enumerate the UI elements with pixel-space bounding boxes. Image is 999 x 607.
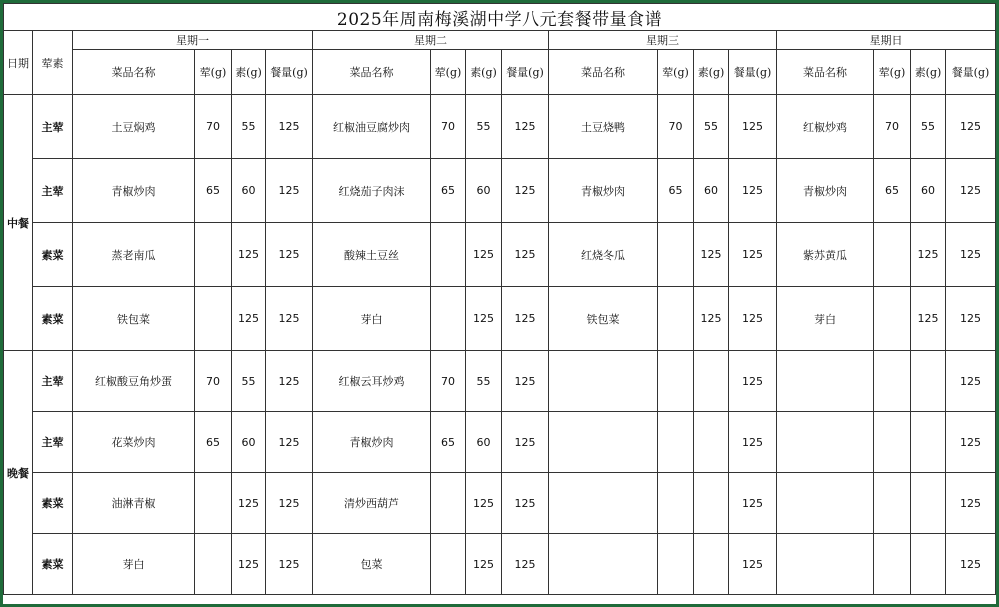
portion-g-header: 餐量(g): [946, 50, 996, 95]
dish-name: 青椒炒肉: [777, 159, 874, 223]
portion-grams: 125: [729, 287, 777, 351]
veg-grams: [694, 534, 729, 595]
meat-grams: 70: [431, 95, 466, 159]
meat-grams: [195, 473, 232, 534]
meat-grams: [195, 534, 232, 595]
veg-grams: 125: [911, 287, 946, 351]
portion-grams: 125: [946, 534, 996, 595]
dish-name: 青椒炒肉: [73, 159, 195, 223]
portion-grams: 125: [502, 159, 549, 223]
meat-veg-type: 素菜: [33, 287, 73, 351]
veg-grams: 125: [232, 534, 266, 595]
meat-veg-type: 素菜: [33, 473, 73, 534]
menu-row: [4, 287, 996, 351]
dish-name: 酸辣土豆丝: [313, 223, 431, 287]
veg-g-header: 素(g): [232, 50, 266, 95]
meat-veg-type: 素菜: [33, 534, 73, 595]
veg-grams: 125: [911, 223, 946, 287]
dish-name: 清炒西葫芦: [313, 473, 431, 534]
meat-grams: [431, 473, 466, 534]
veg-grams: 125: [694, 287, 729, 351]
meat-veg-type: 主荤: [33, 95, 73, 159]
portion-grams: 125: [502, 412, 549, 473]
dish-name: [549, 351, 658, 412]
dish-name: 铁包菜: [549, 287, 658, 351]
day-header-row: [4, 31, 996, 50]
meat-grams: 65: [195, 159, 232, 223]
veg-grams: [694, 473, 729, 534]
meat-grams: [874, 287, 911, 351]
meat-grams: [431, 223, 466, 287]
portion-grams: 125: [266, 412, 313, 473]
menu-body: [4, 4, 996, 595]
veg-grams: [694, 351, 729, 412]
meat-grams: [658, 534, 694, 595]
meat-grams: 65: [874, 159, 911, 223]
veg-grams: 125: [466, 473, 502, 534]
portion-grams: 125: [729, 223, 777, 287]
dish-name: 青椒炒肉: [549, 159, 658, 223]
dish-name: 红椒炒鸡: [777, 95, 874, 159]
dish-name: [777, 412, 874, 473]
meat-grams: [658, 287, 694, 351]
veg-grams: 125: [466, 287, 502, 351]
meat-g-header: 荤(g): [874, 50, 911, 95]
portion-grams: 125: [266, 534, 313, 595]
meat-grams: 70: [431, 351, 466, 412]
veg-grams: 55: [694, 95, 729, 159]
day-header-mon: 星期一: [73, 31, 313, 50]
meat-grams: 65: [431, 159, 466, 223]
portion-grams: 125: [502, 95, 549, 159]
portion-grams: 125: [266, 159, 313, 223]
portion-grams: 125: [729, 473, 777, 534]
meat-grams: [431, 287, 466, 351]
dish-name: [777, 534, 874, 595]
dish-name: [549, 412, 658, 473]
meat-grams: [658, 351, 694, 412]
meat-g-header: 荤(g): [195, 50, 232, 95]
portion-grams: 125: [266, 287, 313, 351]
meat-grams: [874, 223, 911, 287]
portion-grams: 125: [502, 473, 549, 534]
portion-grams: 125: [946, 159, 996, 223]
veg-grams: 60: [232, 159, 266, 223]
veg-grams: 60: [466, 159, 502, 223]
day-header-wed: 星期三: [549, 31, 777, 50]
date-header: 日期: [4, 31, 33, 95]
dish-name: 土豆焖鸡: [73, 95, 195, 159]
portion-grams: 125: [946, 412, 996, 473]
veg-grams: [911, 412, 946, 473]
veg-g-header: 素(g): [466, 50, 502, 95]
portion-grams: 125: [502, 287, 549, 351]
portion-grams: 125: [946, 223, 996, 287]
meat-grams: 70: [658, 95, 694, 159]
portion-grams: 125: [946, 287, 996, 351]
portion-g-header: 餐量(g): [502, 50, 549, 95]
veg-grams: [694, 412, 729, 473]
meat-grams: 70: [195, 95, 232, 159]
meat-grams: [874, 473, 911, 534]
meat-grams: [874, 412, 911, 473]
dish-name: 红烧茄子肉沫: [313, 159, 431, 223]
portion-grams: 125: [729, 159, 777, 223]
meat-grams: [874, 351, 911, 412]
dish-name: 紫苏黄瓜: [777, 223, 874, 287]
dish-name: [777, 351, 874, 412]
dish-name: [549, 534, 658, 595]
portion-g-header: 餐量(g): [266, 50, 313, 95]
portion-grams: 125: [502, 223, 549, 287]
meal-label: 中餐: [4, 95, 33, 351]
portion-grams: 125: [266, 95, 313, 159]
dish-name: 红椒云耳炒鸡: [313, 351, 431, 412]
meat-veg-type: 主荤: [33, 159, 73, 223]
dish-name-header: 菜品名称: [313, 50, 431, 95]
menu-row: [4, 473, 996, 534]
veg-grams: 125: [694, 223, 729, 287]
veg-grams: 60: [911, 159, 946, 223]
portion-grams: 125: [946, 351, 996, 412]
veg-grams: 55: [466, 95, 502, 159]
meat-g-header: 荤(g): [431, 50, 466, 95]
meat-grams: 65: [658, 159, 694, 223]
menu-row: [4, 223, 996, 287]
portion-grams: 125: [502, 534, 549, 595]
dish-name: 土豆烧鸭: [549, 95, 658, 159]
menu-table: [3, 3, 996, 595]
meat-grams: 70: [195, 351, 232, 412]
dish-name: 青椒炒肉: [313, 412, 431, 473]
meat-veg-type: 主荤: [33, 351, 73, 412]
veg-grams: 55: [466, 351, 502, 412]
veg-grams: 55: [232, 351, 266, 412]
dish-name: 芽白: [313, 287, 431, 351]
veg-g-header: 素(g): [694, 50, 729, 95]
dish-name: [777, 473, 874, 534]
meat-grams: [658, 223, 694, 287]
meat-grams: 65: [195, 412, 232, 473]
meat-grams: [195, 287, 232, 351]
veg-grams: 60: [466, 412, 502, 473]
veg-grams: 125: [466, 534, 502, 595]
meat-grams: [874, 534, 911, 595]
menu-row: [4, 534, 996, 595]
portion-grams: 125: [729, 412, 777, 473]
meat-veg-type: 素菜: [33, 223, 73, 287]
dish-name: 花菜炒肉: [73, 412, 195, 473]
dish-name: 芽白: [73, 534, 195, 595]
menu-row: [4, 351, 996, 412]
veg-grams: [911, 351, 946, 412]
dish-name-header: 菜品名称: [549, 50, 658, 95]
day-header-tue: 星期二: [313, 31, 549, 50]
portion-grams: 125: [729, 351, 777, 412]
portion-grams: 125: [266, 351, 313, 412]
meat-g-header: 荤(g): [658, 50, 694, 95]
dish-name: 红椒油豆腐炒肉: [313, 95, 431, 159]
dish-name: 铁包菜: [73, 287, 195, 351]
meat-grams: [658, 412, 694, 473]
meat-grams: 65: [431, 412, 466, 473]
dish-name: 红椒酸豆角炒蛋: [73, 351, 195, 412]
menu-row: [4, 412, 996, 473]
portion-grams: 125: [266, 473, 313, 534]
veg-grams: [911, 473, 946, 534]
meat-grams: [431, 534, 466, 595]
veg-grams: 60: [694, 159, 729, 223]
menu-row: [4, 95, 996, 159]
veg-grams: 125: [232, 223, 266, 287]
veg-grams: 60: [232, 412, 266, 473]
meat-grams: [195, 223, 232, 287]
veg-grams: 125: [232, 473, 266, 534]
veg-grams: 125: [466, 223, 502, 287]
veg-grams: [911, 534, 946, 595]
meat-veg-type: 主荤: [33, 412, 73, 473]
page-title: 2025年周南梅溪湖中学八元套餐带量食谱: [4, 4, 996, 31]
portion-grams: 125: [502, 351, 549, 412]
dish-name: 蒸老南瓜: [73, 223, 195, 287]
portion-grams: 125: [946, 473, 996, 534]
column-header-row: [4, 50, 996, 95]
day-header-sun: 星期日: [777, 31, 996, 50]
veg-grams: 55: [232, 95, 266, 159]
portion-grams: 125: [729, 534, 777, 595]
meat-veg-header: 荤素: [33, 31, 73, 95]
portion-grams: 125: [946, 95, 996, 159]
dish-name-header: 菜品名称: [73, 50, 195, 95]
dish-name: 包菜: [313, 534, 431, 595]
dish-name: 油淋青椒: [73, 473, 195, 534]
dish-name: 红烧冬瓜: [549, 223, 658, 287]
portion-grams: 125: [266, 223, 313, 287]
meat-grams: 70: [874, 95, 911, 159]
veg-g-header: 素(g): [911, 50, 946, 95]
veg-grams: 125: [232, 287, 266, 351]
veg-grams: 55: [911, 95, 946, 159]
dish-name: [549, 473, 658, 534]
menu-row: [4, 159, 996, 223]
title-row: [4, 4, 996, 31]
dish-name-header: 菜品名称: [777, 50, 874, 95]
dish-name: 芽白: [777, 287, 874, 351]
meat-grams: [658, 473, 694, 534]
meal-label: 晚餐: [4, 351, 33, 595]
portion-g-header: 餐量(g): [729, 50, 777, 95]
portion-grams: 125: [729, 95, 777, 159]
